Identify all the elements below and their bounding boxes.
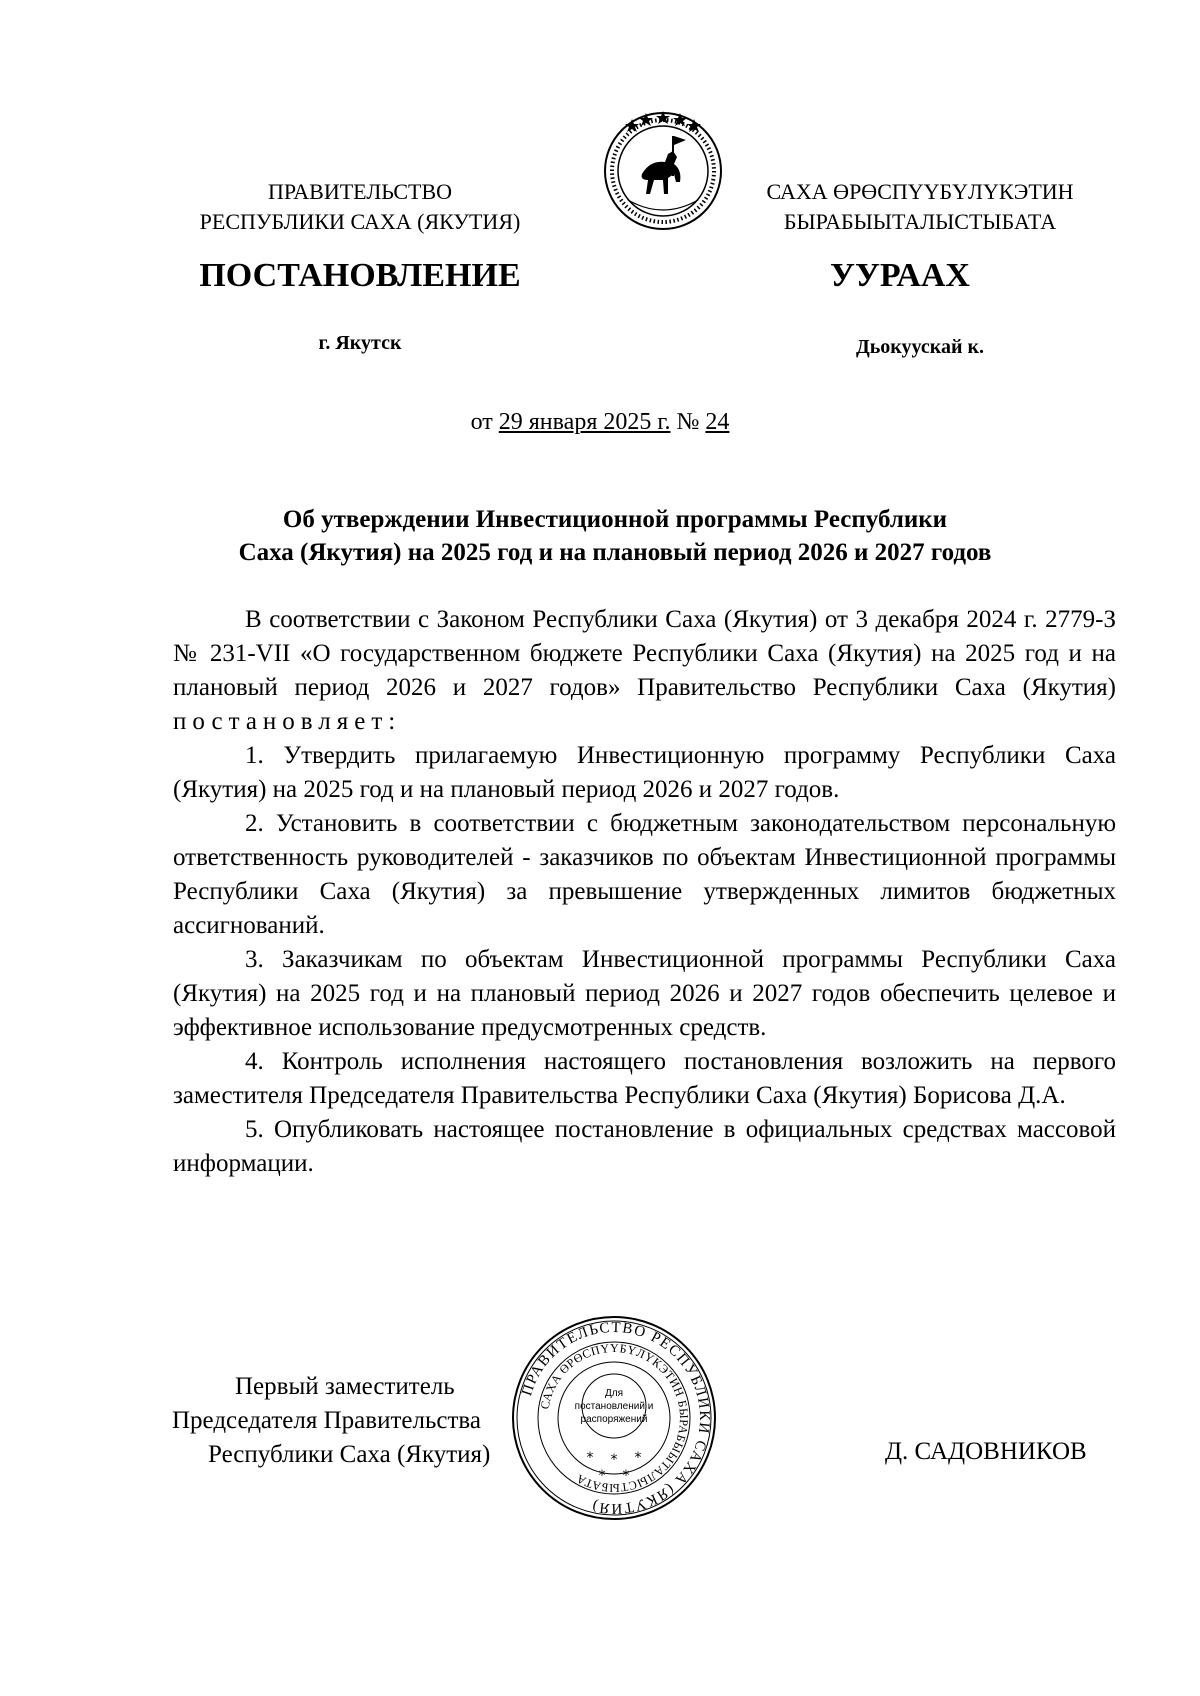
stamp-center-line1: Для: [604, 1388, 624, 1399]
header-ru-line2: РЕСПУБЛИКИ САХА (ЯКУТИЯ): [199, 209, 521, 234]
doc-type-sah: УУРААХ: [830, 257, 970, 294]
header-sah: [740, 177, 1100, 237]
svg-text:*: *: [622, 1468, 630, 1484]
decree-word: постановляет:: [173, 708, 402, 735]
svg-text:*: *: [634, 1450, 642, 1466]
body-item-4: 4. Контроль исполнения настоящего постановления возложить на первого заместителя Председателя Правительства Республики Саха (Якутия) Борисова Д.А.: [173, 1048, 1116, 1109]
title-line1: Об утверждении Инвестиционной программы Республики: [282, 506, 948, 533]
document-number: 24: [705, 409, 730, 435]
svg-text:*: *: [586, 1450, 594, 1466]
signatory-position-line2: Председателя Правительства: [172, 1407, 481, 1434]
document-title: [150, 503, 1080, 569]
city-ru: г. Якутск: [318, 332, 402, 354]
stamp-outer-text: ПРАВИТЕЛЬСТВО РЕСПУБЛИКИ САХА (ЯКУТИЯ): [519, 1319, 713, 1517]
date-number-line: [380, 409, 820, 436]
stamp-center-line3: распоряжений: [580, 1414, 648, 1425]
document-date: 29 января 2025 г.: [498, 409, 671, 435]
header-ru: [175, 177, 545, 237]
signatory-position-line1: Первый заместитель: [235, 1373, 455, 1400]
preamble-text: В соответствии с Законом Республики Саха (Якутия) от 3 декабря 2024 г. 2779-З № 231-VII «О государственном бюджете Республики Саха (Якутия) на 2025 год и на плановый период 2026 и 2027 годов» Правительство Республики Саха (Якутия): [173, 606, 1116, 701]
document-body: [173, 603, 1116, 1181]
stamp-center-line2: постановлений и: [574, 1401, 654, 1412]
header-sah-line2: БЫРАБЫЫТАЛЫСТЫБАТА: [783, 209, 1057, 234]
preamble-paragraph: [173, 603, 1116, 739]
city-sah: Дьокуускай к.: [855, 336, 985, 358]
official-seal-stamp: [510, 1314, 718, 1522]
body-item-2: 2. Установить в соответствии с бюджетным законодательством персональную ответственность руководителей - заказчиков по объектам Инвестиционной программы Республики Саха (Якутия) за превышение утвержденных лимитов бюджетных ассигнований.: [173, 810, 1116, 939]
body-item-3: 3. Заказчикам по объектам Инвестиционной программы Республики Саха (Якутия) на 2025 год и на плановый период 2026 и 2027 годов обеспечить целевое и эффективное использование предусмотренных средств.: [173, 946, 1116, 1041]
stamp-inner-text: САХА ӨРӨСПҮҮБҮЛҮКЭТИН БЫРАБЫЫТАЛЫСТЫБАТА: [537, 1340, 692, 1496]
signatory-position-line3: Республики Саха (Якутия): [208, 1441, 491, 1468]
svg-text:*: *: [610, 1452, 618, 1468]
header-sah-line1: САХА ӨРӨСПҮҮБҮЛҮКЭТИН: [766, 179, 1074, 204]
body-item-1: 1. Утвердить прилагаемую Инвестиционную программу Республики Саха (Якутия) на 2025 год и на плановый период 2026 и 2027 годов.: [173, 742, 1116, 803]
number-label: №: [676, 409, 700, 435]
doc-type-ru: ПОСТАНОВЛЕНИЕ: [199, 257, 521, 294]
header-ru-line1: ПРАВИТЕЛЬСТВО: [267, 179, 453, 204]
title-line2: Саха (Якутия) на 2025 год и на плановый период 2026 и 2027 годов: [238, 539, 992, 566]
coat-of-arms-emblem-icon: [602, 110, 724, 232]
signatory-name: Д. САДОВНИКОВ: [885, 1438, 1087, 1465]
svg-text:*: *: [598, 1468, 606, 1484]
date-prefix: от: [470, 409, 493, 435]
body-item-5: 5. Опубликовать настоящее постановление в официальных средствах массовой информации.: [173, 1116, 1116, 1177]
